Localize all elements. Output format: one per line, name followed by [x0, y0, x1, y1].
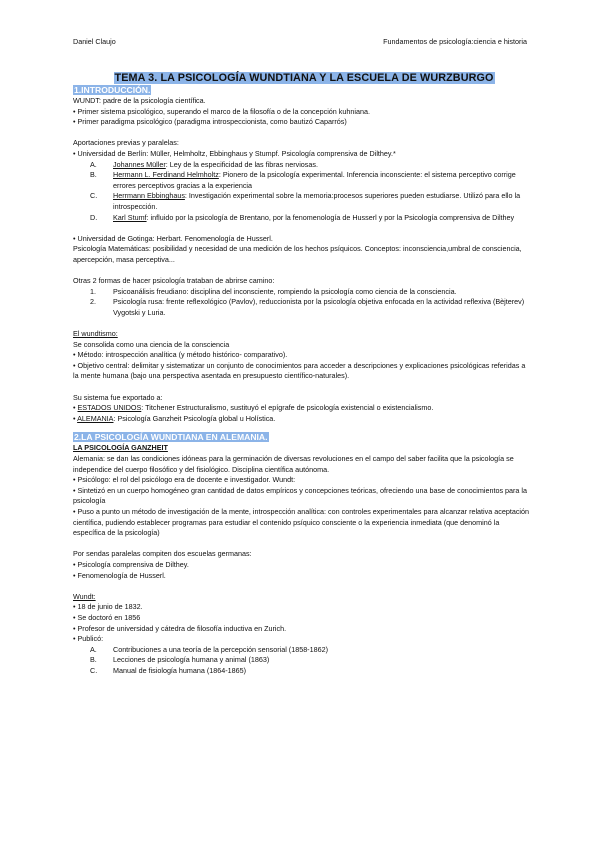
paragraph: • Psicólogo: el rol del psicólogo era de docente e investigador. Wundt:	[73, 475, 296, 485]
list-item: B. Hermann L. Ferdinand Helmholtz: Pionero de la psicología experimental. Inferencia inconsciente: el sistema perceptivo corrige errores perceptivos gracias a la experiencia	[90, 170, 516, 190]
section-2-subheading: LA PSICOLOGÍA GANZHEIT	[73, 443, 168, 453]
paragraph: • Sintetizó en un cuerpo homogéneo gran cantidad de datos empíricos y concepciones teóricas, ofreciendo una base de conocimientos para la psicología	[73, 485, 528, 506]
section-1-heading: 1.INTRODUCCIÓN.	[74, 85, 151, 95]
paragraph: • Puso a punto un método de investigación de la mente, introspección analítica: con controles experimentales para alcanzar relativa aceptación científica, pudiendo establecer programas para estudiar el contenido psíquico consciente o la experiencia inmediata (que denominó la específica de la psicología)	[73, 506, 529, 538]
exportado-line: • ALEMANIA: Psicología Ganzheit Psicología global u Holística.	[73, 413, 276, 423]
intro-line: WUNDT: padre de la psicología científica.	[73, 96, 206, 105]
escuelas-line: • Psicología comprensiva de Dilthey.	[73, 559, 189, 569]
otras-list	[73, 287, 529, 319]
wundtismo-line: Se consolida como una ciencia de la consciencia	[73, 339, 230, 349]
document-body	[73, 72, 529, 676]
paragraph: Alemania: se dan las condiciones idóneas para la germinación de diversas revoluciones en el campo del saber facilita que la psicología se independice del cuerpo filosófico y del fisiológico. Disciplina científica autónoma.	[73, 454, 514, 474]
berlin-line: • Universidad de Berlín: Müller, Helmholtz, Ebbinghaus y Stumpf. Psicología comprensiva de Dilthey.*	[73, 148, 396, 158]
wundtismo-line: • Método: introspección analítica (y método histórico- comparativo).	[73, 350, 288, 360]
wundtismo-title: El wundtismo:	[73, 329, 118, 339]
wundt-line: • Profesor de universidad y cátedra de filosofía inductiva en Zurich.	[73, 623, 287, 633]
list-item: A. Contribuciones a una teoría de la percepción sensorial (1858-1862)	[90, 644, 328, 654]
list-item: B. Lecciones de psicología humana y animal (1863)	[90, 655, 270, 665]
header-author: Daniel Claujo	[73, 37, 116, 46]
wundtismo-line: • Objetivo central: delimitar y sistematizar un conjunto de conocimientos para acceder a descripciones y explicaciones psicológicas referidas a la mente humana (bajo una perspectiva asentada en presupuesto científico-naturales).	[73, 360, 526, 381]
wundt-line: • Se doctoró en 1856	[73, 612, 141, 622]
section-2-heading: 2.LA PSICOLOGÍA WUNDTIANA EN ALEMANIA.	[74, 432, 268, 443]
intro-line: • Primer sistema psicológico, superando el marco de la filosofía o de la concepción kuhniana.	[73, 106, 370, 116]
exportado-line: • ESTADOS UNIDOS: Titchener Estructuralismo, sustituyó el epígrafe de psicología existencial o existencialismo.	[73, 403, 434, 413]
header-course: Fundamentos de psicología:ciencia e historia	[383, 37, 527, 46]
escuelas-line: • Fenomenología de Husserl.	[73, 570, 166, 580]
matematicas-line: Psicología Matemáticas: posibilidad y necesidad de una medición de los hechos psíquicos. Conceptos: inconsciencia,umbral de consciencia, apercepción, masa perceptiva...	[73, 244, 522, 264]
intro-line: • Primer paradigma psicológico (paradigma introspeccionista, como bautizó Caparrós)	[73, 117, 347, 127]
escuelas-title: Por sendas paralelas compiten dos escuelas germanas:	[73, 549, 252, 559]
publico-list	[73, 645, 529, 677]
page-title: TEMA 3. LA PSICOLOGÍA WUNDTIANA Y LA ESCUELA DE WURZBURGO	[114, 72, 494, 84]
list-item: D. Karl Stumf: influido por la psicología de Brentano, por la fenomenología de Husserl y por la Psicología comprensiva de Dilthey	[90, 212, 515, 222]
list-item: C. Herrmann Ebbinghaus: Investigación experimental sobre la memoria:procesos superiores pueden estudiarse. Utilizó para ello la introspección.	[90, 191, 521, 211]
berlin-list	[73, 160, 529, 224]
wundt-title: Wundt:	[73, 591, 96, 601]
wundt-line: • Publicó:	[73, 634, 104, 644]
gotinga-line: • Universidad de Gotinga: Herbart. Fenomenología de Husserl.	[73, 233, 273, 243]
list-item: 2. Psicología rusa: frente reflexológico (Pavlov), reduccionista por la psicología objetiva enfocada en la actividad reflexiva (Bèjterev) Vygotski y Luria.	[90, 297, 525, 317]
list-item: C. Manual de fisiología humana (1864-1865)	[90, 665, 247, 675]
list-item: A. Johannes Müller: Ley de la especificidad de las fibras nerviosas.	[90, 159, 318, 169]
list-item: 1. Psicoanálisis freudiano: disciplina del inconsciente, rompiendo la psicología como ciencia de la consciencia.	[90, 286, 457, 296]
intro-block	[73, 96, 529, 128]
wundt-line: • 18 de junio de 1832.	[73, 602, 143, 612]
otras-title: Otras 2 formas de hacer psicología trataban de abrirse camino:	[73, 276, 275, 286]
aportaciones-title: Aportaciones previas y paralelas:	[73, 138, 179, 148]
exportado-title: Su sistema fue exportado a:	[73, 392, 163, 402]
